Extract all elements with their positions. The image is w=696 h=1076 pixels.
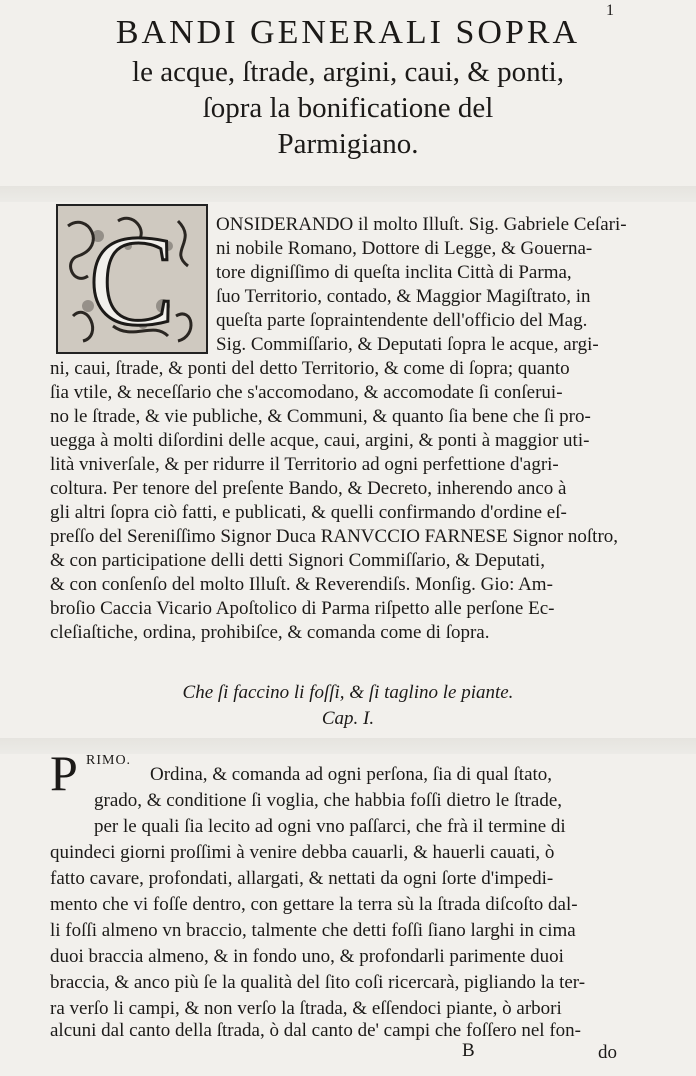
body-line: li foſſi almeno vn braccio, talmente che detti foſſi ſiano larghi in cima: [50, 920, 576, 941]
intro-line: cleſiaſtiche, ordina, prohibiſce, & comanda come di ſopra.: [50, 622, 490, 643]
intro-line: ſia vtile, & neceſſario che s'accomodano, & accomodate ſi conſerui-: [50, 382, 563, 403]
intro-line: Sig. Commiſſario, & Deputati ſopra le acque, argi-: [216, 334, 599, 355]
body-line: mento che vi foſſe dentro, con gettare la terra sù la ſtrada diſcoſto dal-: [50, 894, 578, 915]
ornamental-initial-icon: [56, 204, 208, 354]
intro-line: & con conſenſo del molto Illuſt. & Reverendiſs. Monſig. Gio: Am-: [50, 574, 553, 595]
intro-line: ni nobile Romano, Dottore di Legge, & Gouerna-: [216, 238, 593, 259]
body-line: Ordina, & comanda ad ogni perſona, ſia di qual ſtato,: [150, 764, 553, 785]
section-heading: Che ſi faccino li foſſi, & ſi taglino le piante.: [182, 682, 514, 703]
intro-line: preſſo del Sereniſſimo Signor Duca RANVCCIO FARNESE Signor noſtro,: [50, 526, 619, 547]
page-title: BANDI GENERALI SOPRA: [115, 14, 581, 51]
title-line-2: ſopra la bonificatione del: [202, 92, 494, 124]
body-line: grado, & conditione ſi voglia, che habbia foſſi dietro le ſtrade,: [94, 790, 562, 811]
body-line: duoi braccia almeno, & in fondo uno, & profondarli parimente duoi: [50, 946, 564, 967]
intro-line: lità vniverſale, & per ridurre il Territorio ad ogni perfettione d'agri-: [50, 454, 559, 475]
body-line: fatto cavare, profondati, allargati, & nettati da ogni ſorte d'impedi-: [50, 868, 554, 889]
page-number: 1: [606, 2, 614, 19]
primo-initial: P: [50, 745, 78, 801]
body-line: braccia, & anco più ſe la qualità del ſito coſi ricercarà, pigliando la ter-: [50, 972, 586, 993]
primo-smallcaps: RIMO.: [86, 753, 132, 768]
intro-line: uegga à molti diſordini delle acque, caui, argini, & ponti à maggior uti-: [50, 430, 590, 451]
intro-line: gli altri ſopra ciò fatti, e publicati, & quelli confirmando d'ordine eſ-: [50, 502, 567, 523]
dropcap-letter: C: [88, 209, 176, 352]
intro-line: broſio Caccia Vicario Apoſtolico di Parma riſpetto alle perſone Ec-: [50, 598, 555, 619]
body-line: quindeci giorni proſſimi à venire debba cauarli, & hauerli cauati, ò: [50, 842, 555, 863]
body-line: ra verſo li campi, & non verſo la ſtrada, & eſſendoci piante, ò arbori: [50, 998, 562, 1019]
intro-line: ſuo Territorio, contado, & Maggior Magiſtrato, in: [216, 286, 591, 307]
body-line: per le quali ſia lecito ad ogni vno paſſarci, che frà il termine di: [94, 816, 566, 837]
intro-line: coltura. Per tenore del preſente Bando, & Decreto, inherendo anco à: [50, 478, 567, 499]
catchword: do: [598, 1042, 617, 1063]
body-line: alcuni dal canto della ſtrada, ò dal canto de' campi che foſſero nel fon-: [50, 1020, 581, 1041]
intro-line: no le ſtrade, & vie publiche, & Communi, & quanto ſia bene che ſi pro-: [50, 406, 591, 427]
intro-line: ONSIDERANDO il molto Illuſt. Sig. Gabriele Ceſari-: [216, 214, 627, 235]
title-line-3: Parmigiano.: [277, 128, 419, 160]
chapter-label: Cap. I.: [321, 708, 375, 729]
intro-line: & con participatione delli detti Signori Commiſſario, & Deputati,: [50, 550, 545, 571]
intro-line: tore digniſſimo di queſta inclita Città di Parma,: [216, 262, 572, 283]
intro-line: ni, caui, ſtrade, & ponti del detto Territorio, & come di ſopra; quanto: [50, 358, 570, 379]
title-line-1: le acque, ſtrade, argini, caui, & ponti,: [132, 56, 564, 88]
intro-line: queſta parte ſopraintendente dell'officio del Mag.: [216, 310, 588, 331]
signature-mark: B: [462, 1040, 475, 1061]
scan-band: [0, 186, 696, 202]
